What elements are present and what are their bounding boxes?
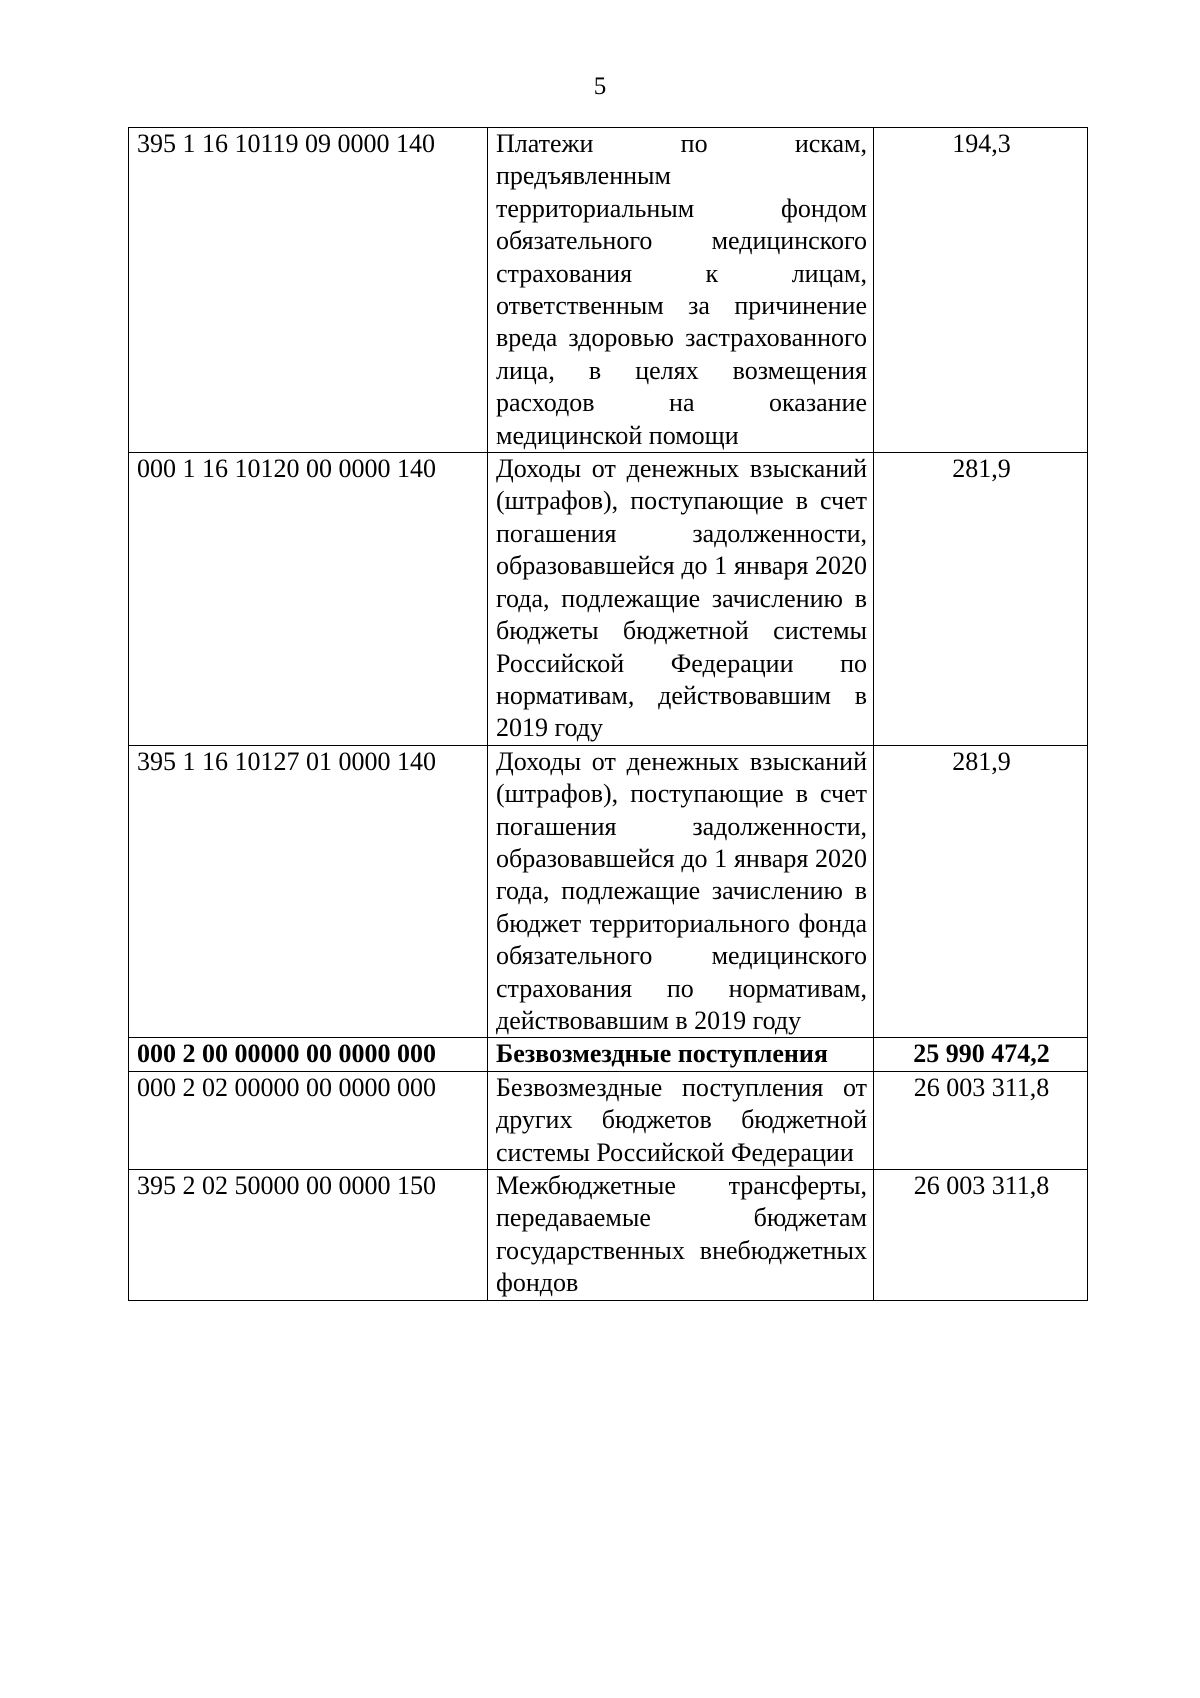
revenue-table (128, 127, 1088, 1301)
table-row (129, 1071, 1088, 1169)
revenue-name-cell: Межбюджетные трансферты, передаваемые бюджетам государственных внебюджетных фондов (488, 1170, 874, 1301)
budget-code-cell: 395 1 16 10127 01 0000 140 (129, 745, 488, 1038)
budget-code-cell: 395 1 16 10119 09 0000 140 (129, 128, 488, 453)
amount-cell: 194,3 (874, 128, 1088, 453)
amount-cell: 281,9 (874, 745, 1088, 1038)
amount-cell: 26 003 311,8 (874, 1071, 1088, 1169)
table-row (129, 1170, 1088, 1301)
amount-cell: 281,9 (874, 453, 1088, 746)
revenue-name-cell: Доходы от денежных взысканий (штрафов), поступающие в счет погашения задолженности, образовавшейся до 1 января 2020 года, подлежащие зачислению в бюджет территориального фонда обязательного медицинского страхования по нормативам, действовавшим в 2019 году (488, 745, 874, 1038)
budget-code-cell: 395 2 02 50000 00 0000 150 (129, 1170, 488, 1301)
revenue-name-cell: Безвозмездные поступления от других бюджетов бюджетной системы Российской Федерации (488, 1071, 874, 1169)
table-row (129, 745, 1088, 1038)
amount-cell: 25 990 474,2 (874, 1038, 1088, 1071)
page-number: 5 (593, 73, 607, 100)
revenue-name-cell: Безвозмездные поступления (488, 1038, 874, 1071)
budget-code-cell: 000 1 16 10120 00 0000 140 (129, 453, 488, 746)
budget-code-cell: 000 2 00 00000 00 0000 000 (129, 1038, 488, 1071)
table-row-total (129, 1038, 1088, 1071)
revenue-name-cell: Доходы от денежных взысканий (штрафов), поступающие в счет погашения задолженности, образовавшейся до 1 января 2020 года, подлежащие зачислению в бюджеты бюджетной системы Российской Федерации по нормативам, действовавшим в 2019 году (488, 453, 874, 746)
revenue-name-cell: Платежи по искам, предъявленным территориальным фондом обязательного медицинского страхования к лицам, ответственным за причинение вреда здоровью застрахованного лица, в целях возмещения расходов на оказание медицинской помощи (488, 128, 874, 453)
amount-cell: 26 003 311,8 (874, 1170, 1088, 1301)
table-row (129, 128, 1088, 453)
budget-code-cell: 000 2 02 00000 00 0000 000 (129, 1071, 488, 1169)
table-row (129, 453, 1088, 746)
